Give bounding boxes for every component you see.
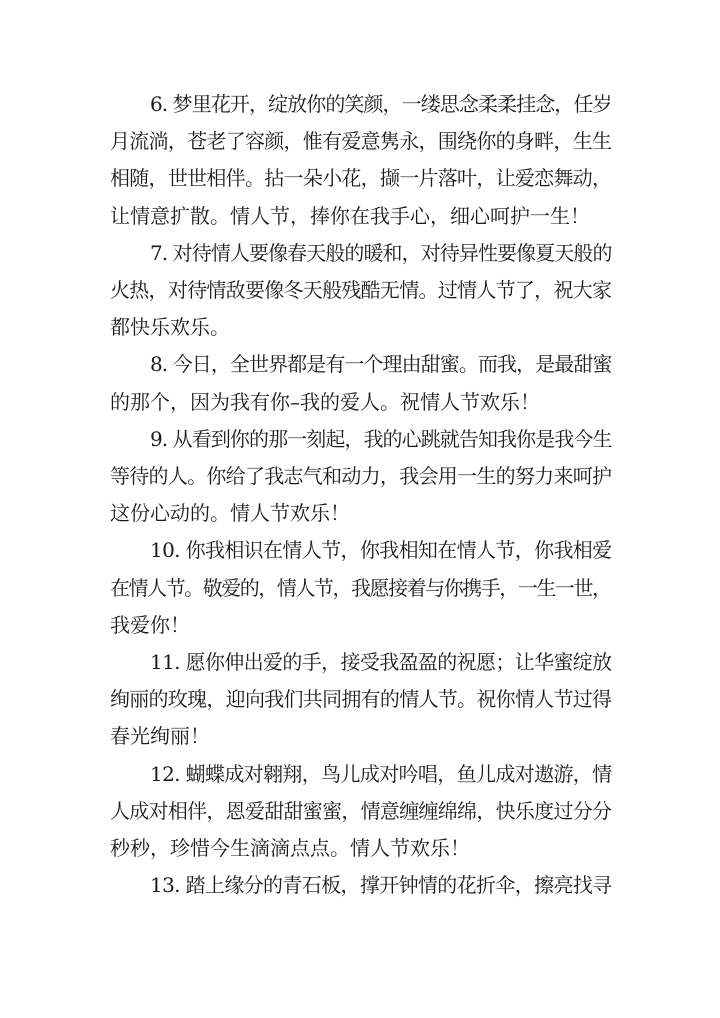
text-line: 在情人节。敬爱的，情人节，我愿接着与你携手，一生一世， [110,575,611,600]
text-line: 都快乐欢乐。 [110,315,230,340]
text-line: 相随，世世相伴。拈一朵小花，撷一片落叶，让爱恋舞动， [110,166,612,191]
document-body [110,86,612,904]
text-line: 让情意扩散。情人节，捧你在我手心，细心呵护一生！ [110,203,590,228]
text-line: 10. 你我相识在情人节，你我相知在情人节，你我相爱 [150,538,612,563]
text-line: 8. 今日，全世界都是有一个理由甜蜜。而我，是最甜蜜 [150,352,612,377]
paragraph-6 [110,86,612,235]
paragraph-8 [110,346,612,420]
text-line: 的那个，因为我有你–我的爱人。祝情人节欢乐！ [110,389,540,414]
text-line: 9. 从看到你的那一刻起，我的心跳就告知我你是我今生 [150,426,612,451]
text-line: 月流淌，苍老了容颜，惟有爱意隽永，围绕你的身畔，生生 [110,129,612,154]
text-line: 11. 愿你伸出爱的手，接受我盈盈的祝愿；让华蜜绽放 [150,650,612,675]
text-line: 绚丽的玫瑰，迎向我们共同拥有的情人节。祝你情人节过得 [110,687,612,712]
text-line: 这份心动的。情人节欢乐！ [110,501,350,526]
text-line: 人成对相伴，恩爱甜甜蜜蜜，情意缠缠绵绵，快乐度过分分 [110,798,612,823]
paragraph-7 [110,235,612,347]
text-line: 等待的人。你给了我志气和动力，我会用一生的努力来呵护 [110,464,612,489]
paragraph-10 [110,532,612,644]
paragraph-11 [110,644,612,756]
paragraph-13 [110,867,612,904]
text-line: 秒秒，珍惜今生滴滴点点。情人节欢乐！ [110,836,470,861]
text-line: 春光绚丽！ [110,724,210,749]
text-line: 6. 梦里花开，绽放你的笑颜，一缕思念柔柔挂念，任岁 [150,92,612,116]
paragraph-12 [110,756,612,868]
text-line: 12. 蝴蝶成对翱翔，鸟儿成对吟唱，鱼儿成对遨游，情 [150,761,612,786]
text-line: 我爱你！ [110,612,190,637]
text-line: 13. 踏上缘分的青石板，撑开钟情的花折伞，擦亮找寻 [150,873,612,898]
paragraph-9 [110,421,612,533]
text-line: 7. 对待情人要像春天般的暖和，对待异性要像夏天般的 [150,240,612,265]
text-line: 火热，对待情敌要像冬天般残酷无情。过情人节了，祝大家 [110,278,612,303]
